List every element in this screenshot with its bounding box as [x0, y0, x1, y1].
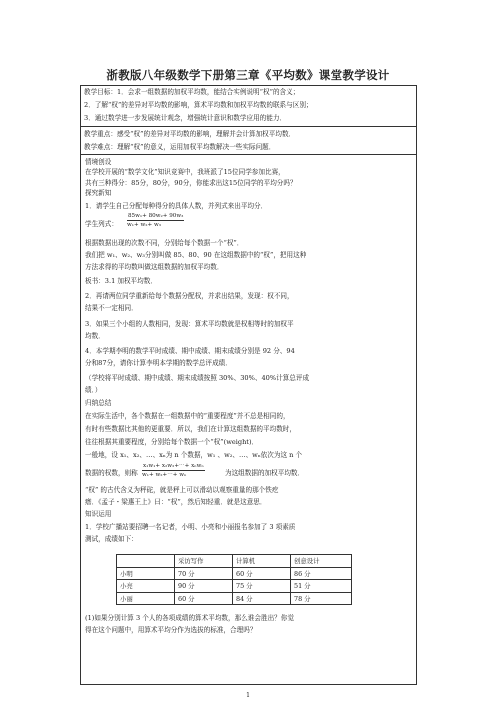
- body-line: 有时有些数据比其他的更重要．所以，我们在计算这组数据的平均数时，: [85, 425, 296, 433]
- table-cell: 70 分: [175, 567, 233, 580]
- table-row: [117, 567, 352, 580]
- key-point-line: 教学重点：感受“权”的差异对平均数的影响，理解并会计算加权平均数．: [84, 130, 296, 138]
- body-line: 方法求得的平均数叫做这组数据的加权平均数．: [85, 263, 224, 271]
- body-line: 测试，成绩如下：: [85, 535, 138, 543]
- table-cell: 90 分: [175, 580, 233, 593]
- table-cell: 86 分: [291, 567, 352, 580]
- table-cell: 60 分: [233, 567, 291, 580]
- objectives-block: [81, 86, 416, 127]
- formula-denominator: w₁+ w₂+ w₃: [127, 222, 162, 228]
- table-cell: 51 分: [291, 580, 352, 593]
- section-heading: 知识运用: [85, 510, 112, 518]
- body-line: （学校将平时成绩、期中成绩、期末成绩按照 30%、30%、40%计算总评成: [85, 374, 310, 382]
- body-line: 板书：3.1 加权平均数．: [85, 277, 157, 285]
- body-line: 1．学校广播站要招聘一名记者，小明、小亮和小丽报名参加了 3 项素质: [85, 523, 296, 531]
- section-heading: 情境创设: [85, 158, 112, 166]
- body-line: 一般地，设 x₁、x₂、…、xₙ为 n 个数据，w₁ 、w₂、…、wₙ依次为这 n 个: [85, 451, 303, 459]
- body-line: 绩．）: [85, 386, 102, 394]
- body-line: 分和87分，请你计算李明本学期的数学总评成绩．: [85, 359, 232, 367]
- body-line: 3．如果三个小组的人数相同，发现：算术平均数就是权相等时的加权平: [85, 320, 294, 328]
- table-cell: 小亮: [117, 580, 175, 593]
- weighted-mean-formula: [142, 463, 205, 478]
- header-cell: 计算机: [233, 555, 291, 568]
- body-line: (1)如果分别计算 3 个人的各项成绩的算术平均数，那么谁会胜出？你觉: [85, 614, 294, 622]
- body-line: “权” 的古代含义为秤砣，就是秤上可以滑动以观察重量的那个铁疙: [85, 486, 279, 494]
- objective-line-2: 2．了解“权”的差异对平均数的影响，算术平均数和加权平均数的联系与区别；: [84, 101, 313, 109]
- table-cell: 小明: [117, 567, 175, 580]
- table-cell: 84 分: [233, 592, 291, 605]
- table-cell: 60 分: [175, 592, 233, 605]
- formula-numerator: 85w₁+ 80w₂+ 90w₃: [128, 213, 184, 219]
- table-cell: 小丽: [117, 592, 175, 605]
- body-line: 在学校开展的“数学文化”知识竞赛中，我班派了15位同学参加比赛，: [85, 168, 285, 176]
- body-line: 均数．: [85, 332, 105, 340]
- table-cell: 78 分: [291, 592, 352, 605]
- body-line: 4．本学期李明的数学平时成绩、期中成绩、期末成绩分别是 92 分、94: [85, 347, 295, 355]
- table-row: [117, 592, 352, 605]
- body-line: 瘩．《孟子・梁惠王上》曰：“权”，然后知轻重．就是这意思．: [85, 498, 267, 506]
- lesson-plan-table: [80, 85, 417, 685]
- body-line: 得在这个问题中，用算术平均分作为选拔的标准，合理吗？: [85, 626, 257, 634]
- body-line: 我们把 w₁、w₂、w₃分别叫做 85、80、90 在这组数据中的“权”，把用这种: [85, 251, 307, 259]
- body-line: 往往根据其重要程度，分别给每个数据一个“权”(weight)．: [85, 438, 259, 446]
- body-line: 在实际生活中，各个数据在一组数据中的“重要程度”并不总是相同的，: [85, 412, 290, 420]
- student-formula: [127, 213, 184, 228]
- section-heading: 探究新知: [85, 189, 112, 197]
- header-cell: 创意设计: [291, 555, 352, 568]
- header-cell: [117, 555, 175, 568]
- table-header-row: [117, 555, 352, 568]
- score-table: [116, 554, 352, 605]
- body-line: 2．再请两位同学重新给每个数据分配权，并求出结果，发现：权不同，: [85, 292, 294, 300]
- header-cell: 采访写作: [175, 555, 233, 568]
- objective-line-1: 教学目标：1．会求一组数据的加权平均数，能结合实例说明“权”的含义；: [84, 88, 300, 96]
- document-title: 浙教版八年级数学下册第三章《平均数》课堂教学设计: [106, 68, 390, 82]
- body-line: 数据的权数，则称: [85, 469, 138, 477]
- body-line: 根据数据出现的次数不同，分别给每个数据一个“权”．: [85, 239, 244, 247]
- body-line: 1．请学生自己分配每种得分的具体人数，并列式来出平均分．: [85, 202, 268, 210]
- table-row: [117, 580, 352, 593]
- body-line: 结果不一定相同．: [85, 304, 138, 312]
- objective-line-3: 3．通过数学进一步发展统计观念，增强统计意识和数学应用的能力．: [84, 114, 287, 122]
- difficulty-line: 教学难点：理解“权”的意义，运用加权平均数解决一些实际问题．: [84, 143, 276, 151]
- key-points-block: [81, 127, 416, 155]
- page-number: 1: [246, 692, 250, 699]
- body-line: 共有三种得分：85分，80分，90分，你能求出这15位同学的平均分吗？: [85, 179, 297, 187]
- body-line: 为这组数据的加权平均数．: [225, 469, 305, 477]
- table-cell: 75 分: [233, 580, 291, 593]
- formula-numerator: x₁w₁+ x₂w₂+⋯+ xₙwₙ: [143, 463, 204, 469]
- formula-denominator: w₁+ w₂+⋯+ wₙ: [142, 472, 187, 478]
- section-heading: 归纳总结: [85, 399, 112, 407]
- body-line: 学生列式：: [85, 220, 118, 228]
